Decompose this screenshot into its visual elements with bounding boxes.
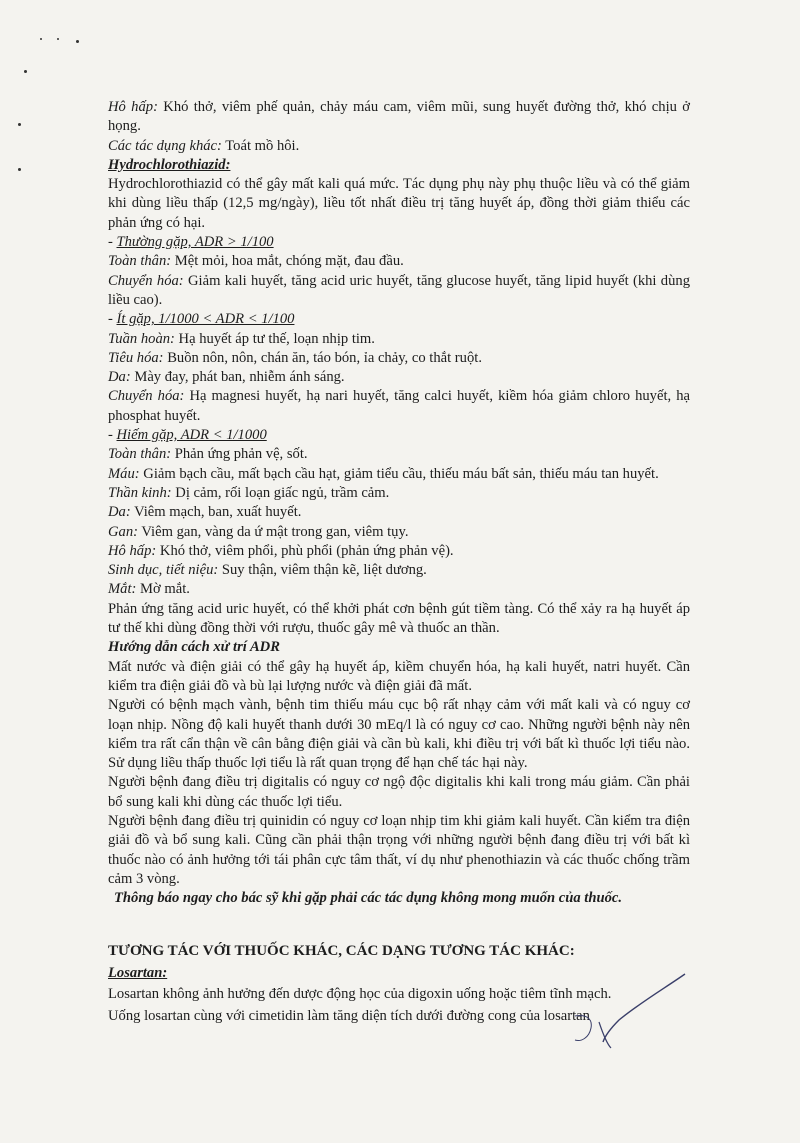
adr-line [108,387,690,426]
guide-paragraph: Người bệnh đang điều trị digitalis có nguy cơ ngộ độc digitalis khi kali trong máu giảm. Cần phải bổ sung kali khi dùng các thuốc lợi tiểu. [108,774,690,810]
adr-line [108,523,690,542]
system-label: Máu: [108,465,140,482]
system-label: Tuần hoàn: [108,330,175,347]
system-label: Toàn thân: [108,253,172,270]
adr-text: Viêm gan, vàng da ứ mật trong gan, viêm tụy. [138,523,409,540]
adr-text: Giảm bạch cầu, mất bạch cầu hạt, giảm tiểu cầu, thiếu máu bất sản, thiếu máu tan huyết. [139,465,659,482]
losartan-heading: Losartan: [108,964,168,981]
adr-text: Hạ huyết áp tư thế, loạn nhịp tim. [174,330,375,347]
gout-paragraph: Phản ứng tăng acid uric huyết, có thể khởi phát cơn bệnh gút tiềm tàng. Có thể xảy ra hạ huyết áp tư thế khi dùng đồng thời với rượu, thuốc gây mê và thuốc an thần. [108,600,690,637]
hydrochlorothiazid-intro: Hydrochlorothiazid có thể gây mất kali quá mức. Tác dụng phụ này phụ thuộc liều và có thể giảm khi dùng liều thấp (12,5 mg/ngày), liều tốt nhất điều trị tăng huyết áp, đồng thời giảm thiểu các phản ứng có hại. [108,176,690,231]
adr-text: Dị cảm, rối loạn giấc ngủ, trầm cảm. [171,484,390,501]
handwritten-signature [545,962,705,1052]
guide-paragraph: Người bệnh đang điều trị quinidin có nguy cơ loạn nhịp tim khi giảm kali huyết. Cần kiểm tra điện giải đồ và bổ sung kali. Cũng cần phải thận trọng với những người bệnh đang điều trị với bất kì thuốc nào có ảnh hưởng tới tái phân cực tâm thất, ví dụ như phenothiazin và các thuốc chống trầm cảm 3 vòng. [108,812,690,887]
adr-line [108,484,690,503]
heading-dash: - [108,234,117,251]
adr-text: Phản ứng phản vệ, sốt. [171,446,308,463]
system-label: Sinh dục, tiết niệu: [108,562,219,579]
system-label: Các tác dụng khác: [108,137,222,154]
adr-text: Hạ magnesi huyết, hạ nari huyết, tăng calci huyết, kiềm hóa giảm chloro huyết, hạ phosphat huyết. [108,388,690,424]
adr-text: Mệt mỏi, hoa mắt, chóng mặt, đau đầu. [171,253,404,270]
uncommon-heading: Ít gặp, 1/1000 < ADR < 1/100 [116,311,295,328]
adr-text: Viêm mạch, ban, xuất huyết. [130,504,302,521]
adr-line [108,330,690,349]
adr-line [108,465,690,484]
adr-line [108,368,690,387]
losartan-line: Losartan không ảnh hưởng đến dược động học của digoxin uống hoặc tiêm tĩnh mạch. [108,986,612,1003]
system-label: Tiêu hóa: [108,349,164,366]
frequency-heading [108,233,690,252]
adr-line [108,503,690,522]
system-label: Chuyển hóa: [108,272,184,289]
adr-text: Giảm kali huyết, tăng acid uric huyết, tăng glucose huyết, tăng lipid huyết (khi dùng liều cao). [108,272,690,308]
scan-speck [18,168,21,171]
system-label: Da: [108,369,131,386]
adr-line [108,252,690,271]
frequency-heading [108,426,690,445]
common-heading: Thường gặp, ADR > 1/100 [116,234,274,251]
guide-paragraph: Mất nước và điện giải có thể gây hạ huyết áp, kiềm chuyển hóa, hạ kali huyết, natri huyết. Cần kiểm tra điện giải đồ và bù lại lượng nước và điện giải đã mất. [108,658,690,694]
system-label: Mắt: [108,581,137,598]
heading-dash: - [108,427,117,444]
rare-heading: Hiếm gặp, ADR < 1/1000 [116,427,267,444]
adr-line [108,445,690,464]
notice-line: Thông báo ngay cho bác sỹ khi gặp phải các tác dụng không mong muốn của thuốc. [114,890,623,907]
adr-text: Khó thở, viêm phổi, phù phổi (phản ứng phản vệ). [156,542,454,559]
adr-line [108,137,690,156]
heading-dash: - [108,311,117,328]
scan-speck [76,40,79,43]
adr-text: Khó thở, viêm phế quản, chảy máu cam, viêm mũi, sung huyết đường thở, khó chịu ở họng. [108,99,690,135]
system-label: Hô hấp: [108,99,158,115]
system-label: Gan: [108,523,138,540]
adr-line [108,561,690,580]
adr-text: Toát mồ hôi. [221,137,300,154]
system-label: Toàn thân: [108,446,172,463]
scan-speck [57,38,59,40]
adr-text: Suy thận, viêm thận kẽ, liệt dương. [218,562,427,579]
adr-line [108,542,690,561]
frequency-heading [108,310,690,329]
system-label: Hô hấp: [108,542,157,559]
guide-paragraph: Người có bệnh mạch vành, bệnh tim thiếu máu cục bộ rất nhạy cảm với mất kali và có nguy cơ loạn nhịp. Nồng độ kali huyết thanh dưới 30 mEq/l là có nguy cơ cao. Những người bệnh này nên kiểm tra rất cẩn thận về cân bằng điện giải và cần bù kali, khi điều trị với bất kì thuốc lợi tiểu nào. Sử dụng liều thấp thuốc lợi tiểu là rất quan trọng để hạn chế tác hại này. [108,697,690,772]
adr-guide-heading: Hướng dẫn cách xử trí ADR [108,639,280,656]
adr-text: Mờ mắt. [136,581,190,598]
scan-speck [40,38,42,40]
adr-line [108,349,690,368]
hydrochlorothiazid-heading: Hydrochlorothiazid: [108,156,231,173]
scan-speck [18,123,21,126]
document-body [108,98,690,1027]
system-label: Da: [108,504,131,521]
scan-speck [24,70,27,73]
system-label: Thần kinh: [108,484,172,501]
adr-line [108,272,690,311]
adr-text: Mày đay, phát ban, nhiễm ánh sáng. [130,369,345,386]
adr-text: Buồn nôn, nôn, chán ăn, táo bón, ỉa chảy, co thắt ruột. [163,349,482,366]
interactions-title: TƯƠNG TÁC VỚI THUỐC KHÁC, CÁC DẠNG TƯƠNG TÁC KHÁC: [108,943,575,960]
losartan-line: Uống losartan cùng với cimetidin làm tăng diện tích dưới đường cong của losartan [108,1008,590,1025]
adr-line [108,98,690,137]
system-label: Chuyển hóa: [108,388,185,405]
adr-line [108,580,690,599]
